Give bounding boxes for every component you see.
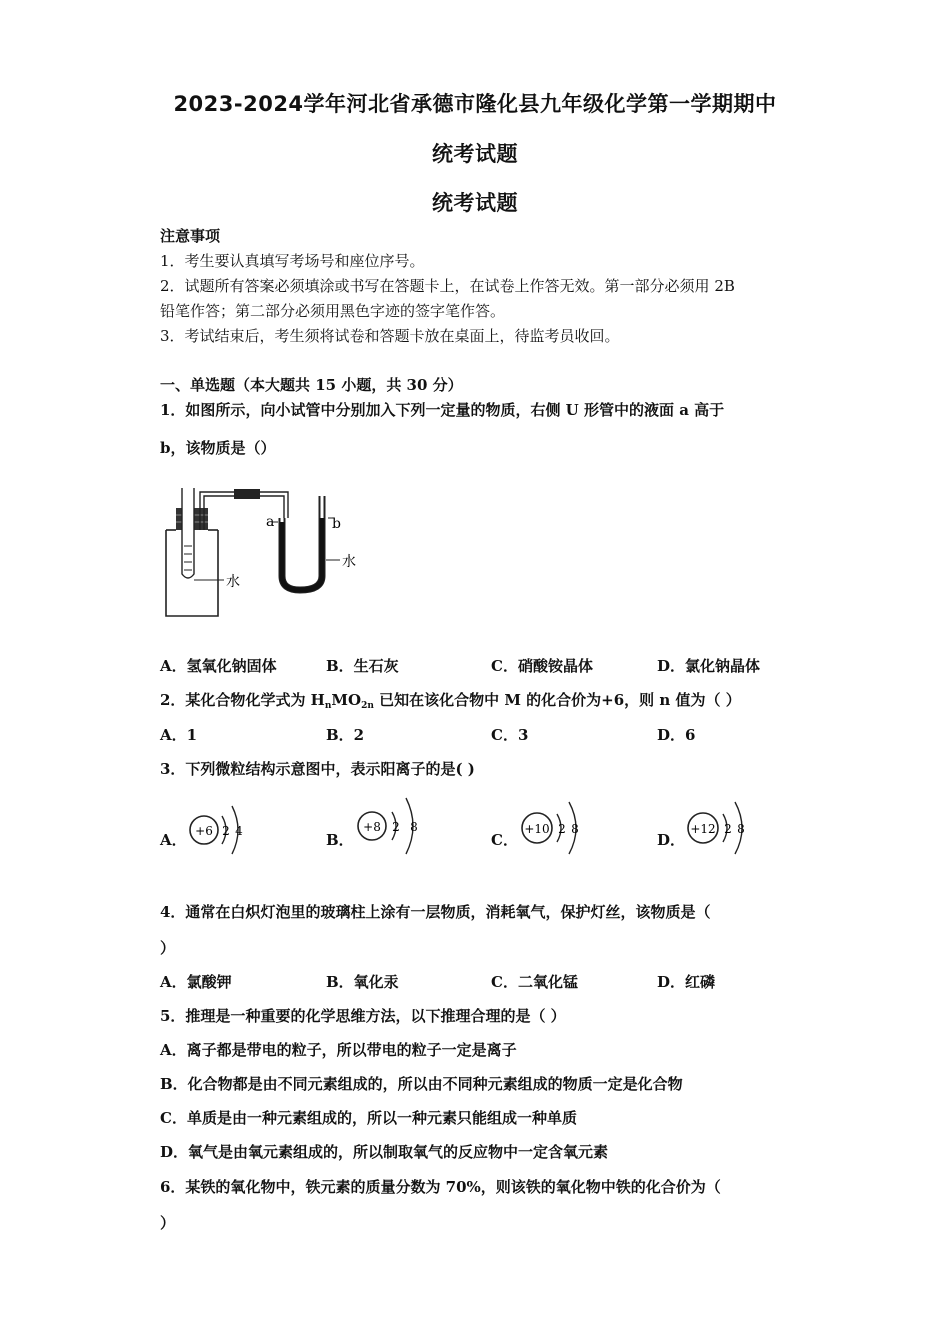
q4-option-a: A．氯酸钾 bbox=[160, 973, 232, 991]
q1-option-c: C．硝酸铵晶体 bbox=[491, 657, 593, 675]
q5-option-b: B．化合物都是由不同元素组成的，所以由不同种元素组成的物质一定是化合物 bbox=[160, 1075, 683, 1093]
section-heading: 一、单选题（本大题共 15 小题，共 30 分） bbox=[160, 376, 463, 394]
q4-text-line1: 4．通常在白炽灯泡里的玻璃柱上涂有一层物质，消耗氧气，保护灯丝，该物质是（ bbox=[160, 903, 711, 921]
q3-d-e2: 8 bbox=[737, 822, 745, 836]
q3-a-e1: 2 bbox=[222, 824, 230, 838]
notice-item-1: 1．考生要认真填写考场号和座位序号。 bbox=[160, 252, 425, 270]
q3-label-a: A． bbox=[160, 831, 187, 849]
q3-label-c: C． bbox=[491, 831, 518, 849]
q6-text-line2: ） bbox=[160, 1214, 176, 1232]
q1-apparatus-figure bbox=[160, 478, 370, 620]
q1-option-b: B．生石灰 bbox=[326, 657, 399, 675]
q1-option-a: A．氢氧化钠固体 bbox=[160, 657, 277, 675]
q3-b-e1: 2 bbox=[392, 820, 400, 834]
q6-text-line1: 6．某铁的氧化物中，铁元素的质量分数为 70%，则该铁的氧化物中铁的化合价为（ bbox=[160, 1178, 721, 1196]
q1-label-water-right: 水 bbox=[342, 554, 356, 570]
notice-item-2b: 铅笔作答；第二部分必须用黑色字迹的签字笔作答。 bbox=[160, 302, 506, 320]
q3-diagram-a bbox=[186, 790, 256, 870]
q5-text: 5．推理是一种重要的化学思维方法，以下推理合理的是（ ） bbox=[160, 1007, 566, 1025]
q4-option-c: C．二氧化锰 bbox=[491, 973, 578, 991]
exam-title-line2: 统考试题 bbox=[432, 142, 518, 166]
q3-label-b: B． bbox=[326, 831, 354, 849]
q3-text: 3．下列微粒结构示意图中，表示阳离子的是( ) bbox=[160, 760, 475, 778]
q1-label-a: a bbox=[266, 514, 275, 530]
q3-d-e1: 2 bbox=[724, 822, 732, 836]
q3-c-e2: 8 bbox=[571, 822, 579, 836]
q2-option-c: C．3 bbox=[491, 726, 529, 744]
q2-text: 2．某化合物化学式为 $H_nMO_{2n}$ 已知在该化合物中 M 的化合价为+6，则 n 值为（ ） bbox=[160, 691, 741, 711]
q3-d-nucleus: +12 bbox=[690, 822, 716, 836]
q1-label-b: b bbox=[332, 516, 341, 532]
q3-c-nucleus: +10 bbox=[524, 822, 550, 836]
q4-option-d: D．红磷 bbox=[657, 973, 716, 991]
q5-option-d: D．氧气是由氧元素组成的，所以制取氧气的反应物中一定含氧元素 bbox=[160, 1143, 609, 1161]
q4-option-b: B．氧化汞 bbox=[326, 973, 399, 991]
exam-title-line1: 2023-2024学年河北省承德市隆化县九年级化学第一学期期中 bbox=[173, 92, 777, 116]
q4-text-line2: ） bbox=[160, 939, 176, 957]
exam-title-line3: 统考试题 bbox=[432, 191, 518, 215]
q1-label-water-left: 水 bbox=[226, 574, 240, 590]
q3-a-e2: 4 bbox=[235, 824, 243, 838]
notice-item-2a: 2．试题所有答案必须填涂或书写在答题卡上，在试卷上作答无效。第一部分必须用 2B bbox=[160, 277, 735, 295]
q3-b-e2: 8 bbox=[410, 820, 418, 834]
notice-heading: 注意事项 bbox=[160, 227, 221, 245]
notice-item-3: 3．考试结束后，考生须将试卷和答题卡放在桌面上，待监考员收回。 bbox=[160, 327, 620, 345]
q1-option-d: D．氯化钠晶体 bbox=[657, 657, 761, 675]
q1-text-line2: b，该物质是（） bbox=[160, 439, 276, 457]
q5-option-c: C．单质是由一种元素组成的，所以一种元素只能组成一种单质 bbox=[160, 1109, 577, 1127]
q2-option-a: A．1 bbox=[160, 726, 198, 744]
q3-diagram-c bbox=[517, 788, 589, 870]
q3-a-nucleus: +6 bbox=[195, 824, 213, 838]
q3-diagram-d bbox=[683, 788, 755, 870]
q3-b-nucleus: +8 bbox=[363, 820, 381, 834]
q3-c-e1: 2 bbox=[558, 822, 566, 836]
q2-option-d: D．6 bbox=[657, 726, 696, 744]
q3-label-d: D． bbox=[657, 831, 686, 849]
q1-text-line1: 1．如图所示，向小试管中分别加入下列一定量的物质，右侧 U 形管中的液面 a 高于 bbox=[160, 401, 725, 419]
q5-option-a: A．离子都是带电的粒子，所以带电的粒子一定是离子 bbox=[160, 1041, 517, 1059]
q3-diagram-b bbox=[352, 786, 428, 870]
q2-option-b: B．2 bbox=[326, 726, 365, 744]
